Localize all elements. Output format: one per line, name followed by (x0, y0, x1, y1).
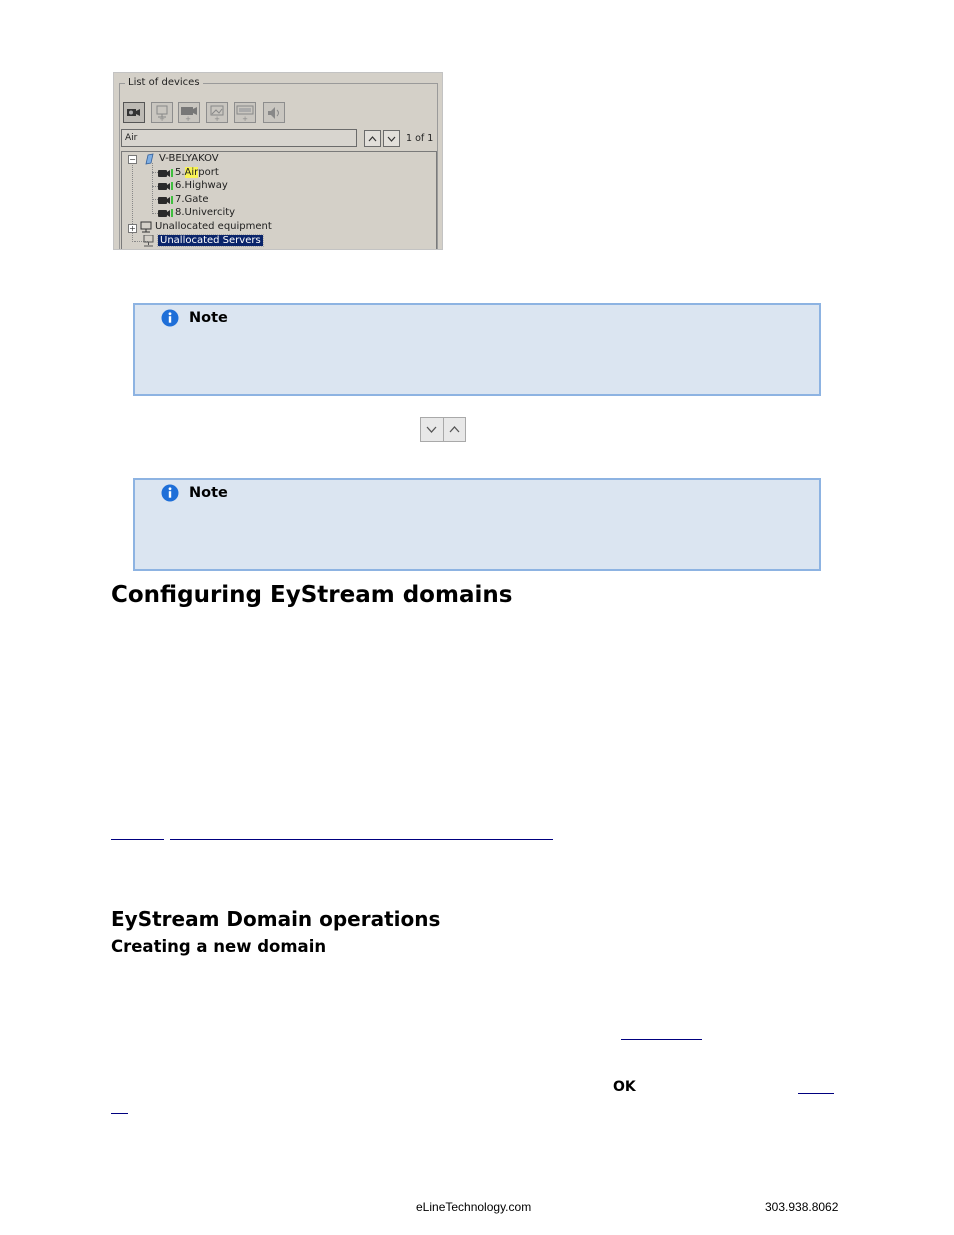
add-camera-button[interactable] (178, 102, 200, 123)
link-underline[interactable] (798, 1093, 834, 1094)
server-icon (144, 153, 156, 165)
camera-name: Gate (184, 194, 209, 205)
camera-number: 7. (175, 194, 185, 205)
camera-icon (158, 195, 174, 205)
unallocated-servers-label: Unallocated Servers (160, 235, 261, 246)
previous-result-button[interactable] (444, 418, 466, 441)
device-tree (121, 151, 437, 250)
add-speaker-button[interactable] (263, 102, 285, 123)
ok-bold-text: OK (613, 1079, 636, 1095)
add-server-icon (154, 105, 170, 121)
camera-name: Univercity (184, 207, 236, 218)
camera-number: 6. (175, 180, 185, 191)
tree-item-unallocated-servers[interactable] (142, 234, 263, 247)
tree-item-camera[interactable] (158, 166, 219, 179)
search-match-highlight: Air (184, 167, 199, 178)
svg-text:+: + (242, 114, 248, 121)
svg-text:+: + (214, 114, 220, 121)
device-list-panel (113, 72, 443, 250)
device-list-title: List of devices (125, 77, 203, 88)
tree-line (152, 163, 153, 214)
section-heading: Configuring EyStream domains (111, 582, 513, 608)
tree-item-camera[interactable] (158, 193, 209, 206)
add-speaker-icon (266, 105, 282, 121)
note-box (133, 303, 821, 396)
camera-name: Highway (184, 180, 228, 191)
unallocated-equipment-label: Unallocated equipment (155, 221, 272, 232)
expand-toggle[interactable]: + (129, 224, 136, 233)
link-underline[interactable] (111, 839, 164, 840)
camera-number: 8. (175, 207, 185, 218)
add-gsm-icon (236, 105, 254, 121)
add-image-icon (209, 105, 225, 121)
chevron-down-icon (426, 426, 437, 433)
next-result-button[interactable] (421, 418, 444, 441)
server-monitor-icon (142, 235, 156, 247)
footer-website: eLineTechnology.com (416, 1200, 532, 1214)
sub-subsection-heading: Creating a new domain (111, 937, 327, 956)
tree-item-camera[interactable] (158, 206, 235, 219)
svg-text:+: + (185, 114, 191, 121)
find-camera-button[interactable] (123, 102, 145, 123)
device-search-input[interactable]: Air (121, 129, 357, 147)
link-underline[interactable] (170, 839, 553, 840)
search-pager: 1 of 1 (406, 133, 434, 144)
link-underline[interactable] (111, 1113, 128, 1114)
link-underline[interactable] (621, 1039, 702, 1040)
info-icon (161, 309, 179, 327)
add-server-button[interactable] (151, 102, 173, 123)
equipment-icon (140, 221, 153, 233)
camera-icon (158, 168, 174, 178)
svg-text:+: + (159, 114, 165, 121)
footer-phone: 303.938.8062 (765, 1200, 839, 1214)
add-image-button[interactable] (206, 102, 228, 123)
camera-number: 5. (175, 167, 185, 178)
chevron-down-icon (387, 136, 396, 142)
add-gsm-button[interactable] (234, 102, 256, 123)
search-prev-button[interactable] (364, 130, 381, 147)
tree-item-unallocated-equipment[interactable] (140, 220, 272, 233)
camera-icon (158, 181, 174, 191)
server-name: V-BELYAKOV (159, 153, 219, 164)
note-box (133, 478, 821, 571)
note-title: Note (189, 485, 228, 501)
search-next-button[interactable] (383, 130, 400, 147)
info-icon (161, 484, 179, 502)
note-title: Note (189, 310, 228, 326)
add-camera-icon (180, 105, 198, 121)
tree-item-camera[interactable] (158, 179, 228, 192)
chevron-up-icon (368, 136, 377, 142)
find-camera-icon (126, 106, 142, 120)
collapse-toggle[interactable]: − (129, 155, 136, 164)
search-navigation-buttons (420, 417, 466, 442)
chevron-up-icon (449, 426, 460, 433)
camera-name: port (198, 167, 219, 178)
tree-item-server[interactable] (144, 152, 219, 165)
camera-icon (158, 208, 174, 218)
subsection-heading: EyStream Domain operations (111, 907, 441, 931)
